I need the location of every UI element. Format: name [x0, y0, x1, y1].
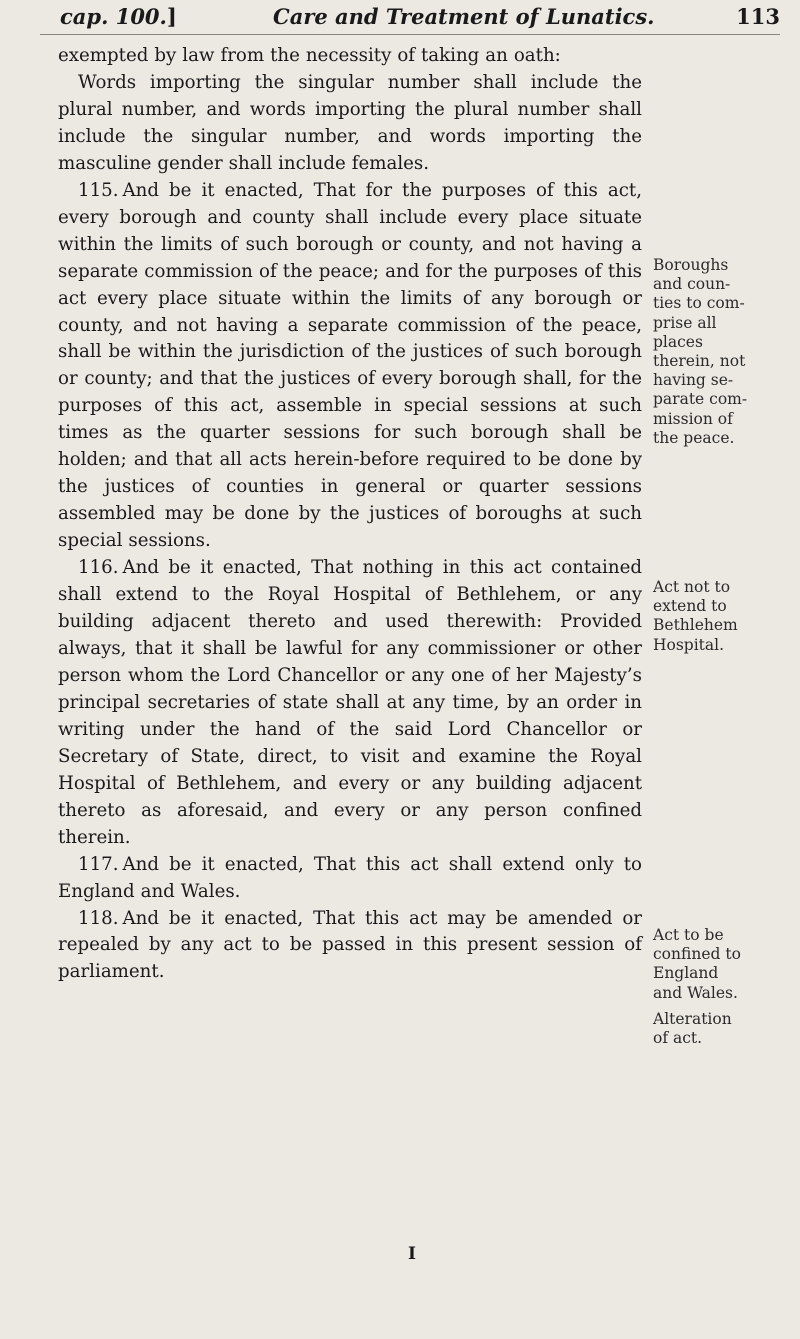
paragraph-oath: exempted by law from the necessity of taking an oath:	[58, 45, 561, 66]
section-118	[58, 906, 642, 987]
note-line: Act not to	[653, 578, 731, 596]
note-line: places	[653, 332, 703, 351]
note-line: extend to	[653, 597, 727, 616]
section-text: And be it enacted, That this act may be amended or repealed by any act to be passed in this present session of parliament.	[58, 907, 642, 983]
note-line: and Wales.	[653, 983, 738, 1002]
margin-note-boroughs	[653, 256, 793, 448]
note-line: ties to com-	[653, 294, 745, 313]
note-line: having se-	[653, 371, 734, 390]
section-117	[58, 852, 642, 906]
note-line: mission of	[653, 409, 733, 428]
note-line: Bethlehem	[653, 616, 738, 635]
running-header	[40, 0, 780, 35]
section-number: 117.	[78, 853, 119, 875]
closing-bracket: ]	[166, 4, 177, 29]
note-line: Hospital.	[653, 635, 725, 654]
margin-note-alteration	[653, 1010, 793, 1048]
cap-label: cap.	[60, 4, 109, 29]
section-115	[58, 178, 642, 555]
running-title: Care and Treatment of Lunatics.	[273, 4, 655, 29]
note-line: confined to	[653, 945, 741, 964]
cap-number: 100.	[115, 4, 167, 29]
note-line: Alteration	[653, 1010, 732, 1028]
page-number: 113	[736, 4, 780, 29]
margin-note-bethlehem	[653, 578, 793, 655]
note-line: the peace.	[653, 428, 735, 447]
section-number: 115.	[78, 179, 119, 201]
note-line: and coun-	[653, 275, 731, 294]
note-line: of act.	[653, 1029, 703, 1048]
main-text	[58, 43, 642, 986]
note-line: prise all	[653, 313, 717, 332]
note-line: Boroughs	[653, 256, 729, 274]
signature-mark: I	[408, 1244, 416, 1264]
margin-note-england	[653, 926, 793, 1003]
note-line: therein, not	[653, 352, 746, 371]
note-line: Act to be	[653, 926, 724, 944]
note-line: England	[653, 964, 719, 983]
section-number: 118.	[78, 907, 119, 929]
section-number: 116.	[78, 557, 119, 579]
section-text: And be it enacted, That for the purposes of this act, every borough and county shall include every place situate within the limits of such borough or county, and not having a separate commission of the peace; and for the purposes of this act every place situate within the limits of any borough or county, and not having a separate commission of the peace, shall be within the jurisdiction of the justices of such borough or county; and that the justices of every borough shall, for the purposes of this act, assemble in special sessions at such times as the quarter sessions for such borough shall be holden; and that all acts herein-before required to be done by the justices of counties in general or quarter sessions assembled may be done by the justices of boroughs at such special sessions.	[58, 179, 642, 552]
paragraph-number-gender: Words importing the singular number shall include the plural number, and words importing the plural number shall include the singular number, and words importing the masculine gender shall include females.	[58, 71, 642, 174]
section-116	[58, 555, 642, 851]
chapter-reference	[60, 0, 177, 34]
section-text: And be it enacted, That nothing in this act contained shall extend to the Royal Hospital of Bethlehem, or any building adjacent thereto and used therewith: Provided always, that it shall be lawful for any commissioner or other person whom the Lord Chancellor or any one of her Majesty’s principal secretaries of state shall at any time, by an order in writing under the hand of the said Lord Chancellor or Secretary of State, direct, to visit and examine the Royal Hospital of Bethlehem, and every or any building adjacent thereto as aforesaid, and every or any person confined therein.	[58, 557, 642, 848]
section-text: And be it enacted, That this act shall extend only to England and Wales.	[58, 853, 642, 902]
note-line: parate com-	[653, 390, 748, 409]
